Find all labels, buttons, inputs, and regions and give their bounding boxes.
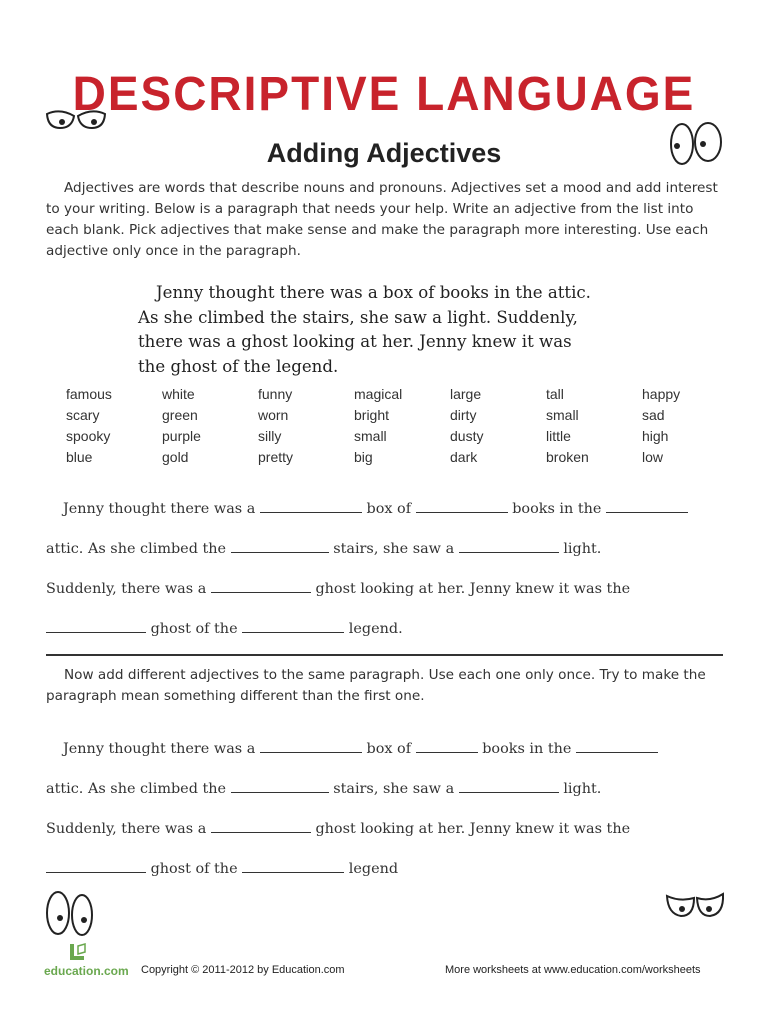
exercise2-line2: [46, 778, 736, 797]
word-bank-item: green: [162, 407, 198, 423]
instructions-2: Now add different adjectives to the same paragraph. Use each one only once. Try to make the paragraph mean something different than the first one.: [46, 667, 706, 704]
word-bank-item: large: [450, 386, 482, 402]
eyes-icon-bottom-right: [664, 890, 726, 920]
word-bank-item: famous: [66, 386, 112, 402]
answer-blank[interactable]: [459, 778, 559, 793]
exercise-text: books in the: [482, 741, 572, 757]
exercise-text: ghost of the: [150, 621, 238, 637]
answer-blank[interactable]: [211, 818, 311, 833]
intro-paragraph: Adjectives are words that describe nouns and pronouns. Adjectives set a mood and add interest to your writing. Below is a paragraph that needs your help. Write an adjective from the list into each blank. Pick adjectives that make sense and make the paragraph more interesting. Use each adjective only once in the paragraph.: [46, 180, 718, 259]
answer-blank[interactable]: [242, 858, 344, 873]
word-bank: [66, 386, 746, 470]
answer-blank[interactable]: [231, 538, 329, 553]
exercise-text: attic. As she climbed the: [46, 541, 227, 557]
exercise-text: ghost of the: [150, 861, 238, 877]
more-worksheets-link[interactable]: More worksheets at www.education.com/worksheets: [445, 964, 701, 976]
word-bank-item: small: [354, 428, 387, 444]
exercise1-line1: [46, 498, 736, 517]
word-bank-item: worn: [258, 407, 289, 423]
word-bank-item: happy: [642, 386, 681, 402]
word-bank-item: bright: [354, 407, 390, 423]
exercise1-line2: [46, 538, 736, 557]
exercise-text: legend.: [348, 621, 403, 637]
answer-blank[interactable]: [242, 618, 344, 633]
sample-line: As she climbed the stairs, she saw a light. Suddenly,: [138, 307, 578, 327]
word-bank-item: pretty: [258, 449, 294, 465]
answer-blank[interactable]: [576, 738, 658, 753]
word-bank-item: blue: [66, 449, 93, 465]
word-bank-item: sad: [642, 407, 665, 423]
word-bank-item: gold: [162, 449, 189, 465]
word-bank-item: purple: [162, 428, 201, 444]
word-bank-item: dusty: [450, 428, 484, 444]
word-bank-item: broken: [546, 449, 589, 465]
answer-blank[interactable]: [211, 578, 311, 593]
exercise-text: Suddenly, there was a: [46, 581, 207, 597]
word-bank-item: big: [354, 449, 373, 465]
exercise2-line4: [46, 858, 736, 877]
exercise-text: books in the: [512, 501, 602, 517]
exercise-text: Jenny thought there was a: [63, 741, 256, 757]
exercise-text: stairs, she saw a: [333, 541, 455, 557]
answer-blank[interactable]: [46, 618, 146, 633]
exercise-text: Suddenly, there was a: [46, 821, 207, 837]
exercise1-line3: [46, 578, 736, 597]
answer-blank[interactable]: [606, 498, 688, 513]
exercise2-line3: [46, 818, 736, 837]
exercise-text: box of: [366, 501, 412, 517]
education-logo-icon: [66, 942, 90, 964]
exercise-text: light.: [563, 781, 602, 797]
word-bank-item: low: [642, 449, 664, 465]
exercise1-line4: [46, 618, 736, 637]
exercise-text: legend: [348, 861, 399, 877]
sample-line: Jenny thought there was a box of books in the attic.: [156, 283, 591, 302]
word-bank-item: small: [546, 407, 579, 423]
word-bank-item: silly: [258, 428, 282, 444]
word-bank-item: little: [546, 428, 571, 444]
exercise-text: ghost looking at her. Jenny knew it was the: [315, 581, 631, 597]
exercise-text: stairs, she saw a: [333, 781, 455, 797]
exercise-text: ghost looking at her. Jenny knew it was the: [315, 821, 631, 837]
word-bank-item: high: [642, 428, 669, 444]
word-bank-item: dark: [450, 449, 478, 465]
word-bank-item: scary: [66, 407, 100, 423]
answer-blank[interactable]: [416, 738, 478, 753]
exercise2-line1: [46, 738, 736, 757]
answer-blank[interactable]: [46, 858, 146, 873]
word-bank-item: magical: [354, 386, 403, 402]
sample-paragraph: [138, 281, 658, 379]
education-logo[interactable]: education.com: [44, 964, 129, 978]
word-bank-item: funny: [258, 386, 293, 402]
word-bank-item: white: [162, 386, 195, 402]
answer-blank[interactable]: [459, 538, 559, 553]
sample-line: there was a ghost looking at her. Jenny knew it was: [138, 332, 572, 351]
worksheet-title: DESCRIPTIVE LANGUAGE: [72, 65, 696, 121]
answer-blank[interactable]: [416, 498, 508, 513]
copyright-text: Copyright © 2011-2012 by Education.com: [141, 964, 345, 976]
exercise-text: box of: [366, 741, 412, 757]
exercise-text: attic. As she climbed the: [46, 781, 227, 797]
answer-blank[interactable]: [231, 778, 329, 793]
answer-blank[interactable]: [260, 738, 362, 753]
exercise-text: light.: [563, 541, 602, 557]
word-bank-item: tall: [546, 386, 564, 402]
sample-line: the ghost of the legend.: [138, 356, 339, 376]
eyes-icon-bottom-left: [44, 888, 96, 938]
exercise-text: Jenny thought there was a: [63, 501, 256, 517]
worksheet-subtitle: Adding Adjectives: [266, 138, 502, 168]
word-bank-item: dirty: [450, 407, 477, 423]
section-divider: [46, 654, 723, 656]
answer-blank[interactable]: [260, 498, 362, 513]
word-bank-item: spooky: [66, 428, 111, 444]
